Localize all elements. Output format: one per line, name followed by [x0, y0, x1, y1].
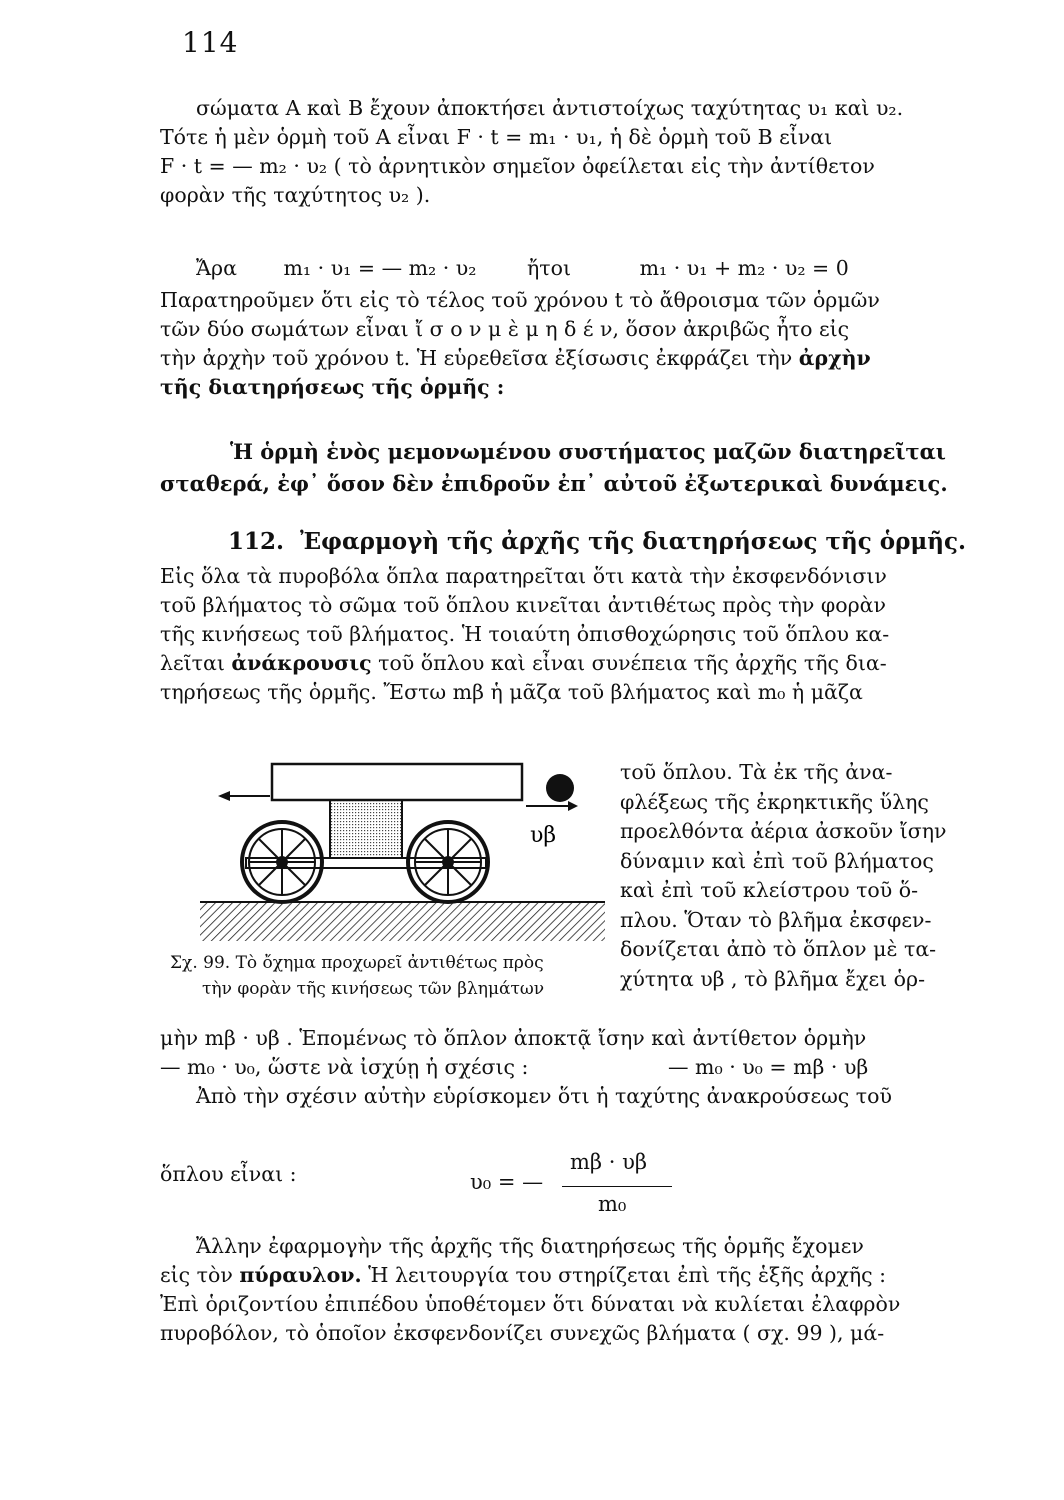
ground-hatch	[200, 903, 605, 941]
text-line: Ἄλλην ἐφαρμογὴν τῆς ἀρχῆς τῆς διατηρήσεως τῆς ὁρμῆς ἔχομεν	[196, 1234, 864, 1258]
recoil-term: ἀνάκρουσις	[231, 651, 372, 675]
formula-lhs: υ₀ = —	[470, 1170, 544, 1194]
figure-caption	[170, 950, 610, 1002]
text-line: F · t = — m₂ · υ₂ ( τὸ ἀρνητικὸν σημεῖον ὀφείλεται εἰς τὴν ἀντίθετον	[160, 154, 875, 178]
equation-line	[160, 254, 1020, 283]
wheel-right	[408, 822, 488, 902]
text-line: πλου. Ὅταν τὸ βλῆμα ἐκσφεν-	[620, 907, 932, 932]
recoil-before: λεῖται	[160, 651, 225, 675]
formula-denominator: m₀	[598, 1192, 627, 1216]
text-line: τοῦ ὅπλου. Τὰ ἐκ τῆς ἀνα-	[620, 760, 893, 784]
text-line: προελθόντα ἀέρια ἀσκοῦν ἴσην	[620, 819, 947, 843]
htoi-word: ἤτοι	[527, 256, 572, 280]
equation-2: m₁ · υ₁ + m₂ · υ₂ = 0	[639, 256, 849, 280]
section-paragraph	[160, 562, 1020, 707]
right-column	[620, 758, 1020, 994]
text-line: χύτητα υβ , τὸ βλῆμα ἔχει ὁρ-	[620, 966, 925, 991]
conservation-rule: Ἡ ὁρμὴ ἑνὸς μεμονωμένου συστήματος μαζῶν διατηρεῖται σταθερά, ἐφ᾽ ὅσον δὲν ἐπιδροῦν ἐπ᾽ αὐτοῦ ἐξωτερικαὶ δυνάμεις.	[160, 439, 948, 496]
text-line: δονίζεται ἀπὸ τὸ ὅπλον μὲ τα-	[620, 937, 937, 961]
text-line: τηρήσεως τῆς ὁρμῆς. Ἔστω mβ ἡ μᾶζα τοῦ βλήματος καὶ m₀ ἡ μᾶζα	[160, 680, 863, 704]
fraction-bar	[562, 1186, 672, 1187]
recoil-after: τοῦ ὅπλου καὶ εἶναι συνέπεια τῆς ἀρχῆς τῆς δια-	[378, 651, 887, 675]
text-line: φορὰν τῆς ταχύτητος υ₂ ).	[160, 183, 431, 207]
text-line: μὴν mβ · υβ . Ἑπομένως τὸ ὅπλον ἀποκτᾷ ἴσην καὶ ἀντίθετον ὁρμὴν	[160, 1026, 867, 1050]
text-line: Ἐπὶ ὁριζοντίου ἐπιπέδου ὑποθέτομεν ὅτι δύναται νὰ κυλίεται ἐλαφρὸν	[160, 1292, 901, 1316]
rocket-paragraph	[160, 1232, 1020, 1348]
text-line: σώματα Α καὶ Β ἔχουν ἀποκτήσει ἀντιστοίχως ταχύτητας υ₁ καὶ υ₂.	[196, 96, 904, 120]
velocity-label: υβ	[530, 823, 557, 848]
text-line: Παρατηροῦμεν ὅτι εἰς τὸ τέλος τοῦ χρόνου t τὸ ἄθροισμα τῶν ὁρμῶν	[160, 288, 880, 312]
support-block	[330, 800, 402, 862]
relation-equation: — m₀ · υ₀ = mβ · υβ	[668, 1055, 869, 1079]
principle-name-b: τῆς διατηρήσεως τῆς ὁρμῆς :	[160, 375, 505, 399]
equation-1: m₁ · υ₁ = — m₂ · υ₂	[283, 256, 477, 280]
rocket-before: εἰς τὸν	[160, 1263, 233, 1287]
gun-barrel	[272, 764, 522, 800]
text-line: δύναμιν καὶ ἐπὶ τοῦ βλήματος	[620, 848, 934, 873]
weapon-is-line: ὅπλου εἶναι :	[160, 1162, 297, 1186]
rocket-term: πύραυλον.	[239, 1263, 362, 1287]
text-line: πυροβόλον, τὸ ὁποῖον ἐκσφενδονίζει συνεχῶς βλήματα ( σχ. 99 ), μά-	[160, 1321, 885, 1345]
section-number: 112.	[228, 528, 285, 555]
projectile	[546, 774, 574, 802]
text-line: τῆς κινήσεως τοῦ βλήματος. Ἡ τοιαύτη ὀπισθοχώρησις τοῦ ὅπλου κα-	[160, 622, 890, 646]
formula-numerator: mβ · υβ	[570, 1150, 647, 1174]
page-number: 114	[182, 26, 239, 59]
text-line: Ἀπὸ τὴν σχέσιν αὐτὴν εὑρίσκομεν ὅτι ἡ ταχύτης ἀνακρούσεως τοῦ	[196, 1084, 892, 1108]
intro-paragraph	[160, 94, 1020, 210]
text-line: Τότε ἡ μὲν ὁρμὴ τοῦ Α εἶναι F · t = m₁ · υ₁, ἡ δὲ ὁρμὴ τοῦ Β εἶναι	[160, 125, 833, 149]
caption-line: τὴν φορὰν τῆς κινήσεως τῶν βλημάτων	[202, 979, 545, 999]
observation-paragraph	[160, 286, 1020, 402]
ara-word: Ἄρα	[196, 256, 237, 280]
wheel-left	[242, 822, 322, 902]
text-line: φλέξεως τῆς ἐκρηκτικῆς ὕλης	[620, 789, 929, 814]
recoil-arrow-head	[218, 791, 230, 801]
section-title	[228, 528, 966, 555]
text-line: τὴν ἀρχὴν τοῦ χρόνου t. Ἡ εὑρεθεῖσα ἐξίσωσις ἐκφράζει τὴν	[160, 346, 793, 370]
caption-line: Σχ. 99. Τὸ ὄχημα προχωρεῖ ἀντιθέτως πρὸς	[170, 953, 544, 973]
principle-name-a: ἀρχὴν	[798, 346, 871, 370]
rocket-after: Ἡ λειτουργία του στηρίζεται ἐπὶ τῆς ἑξῆς ἀρχῆς :	[368, 1263, 887, 1287]
relation-text: — m₀ · υ₀, ὥστε νὰ ἰσχύῃ ἡ σχέσις :	[160, 1055, 529, 1079]
section-heading: Ἐφαρμογὴ τῆς ἀρχῆς τῆς διατηρήσεως τῆς ὁρμῆς.	[300, 528, 966, 555]
after-figure-paragraph	[160, 1024, 1020, 1111]
text-line: τοῦ βλήματος τὸ σῶμα τοῦ ὅπλου κινεῖται ἀντιθέτως πρὸς τὴν φορὰν	[160, 593, 886, 617]
text-line: Εἰς ὅλα τὰ πυροβόλα ὅπλα παρατηρεῖται ὅτι κατὰ τὴν ἐκσφενδόνισιν	[160, 564, 887, 588]
figure-gun-carriage	[190, 758, 610, 948]
arrow-head	[568, 801, 578, 811]
text-line: τῶν δύο σωμάτων εἶναι ἴ σ ο ν μ ὲ μ η δ έ ν, ὅσον ἀκριβῶς ἦτο εἰς	[160, 317, 850, 341]
text-line: καὶ ἐπὶ τοῦ κλείστρου τοῦ ὅ-	[620, 878, 919, 902]
